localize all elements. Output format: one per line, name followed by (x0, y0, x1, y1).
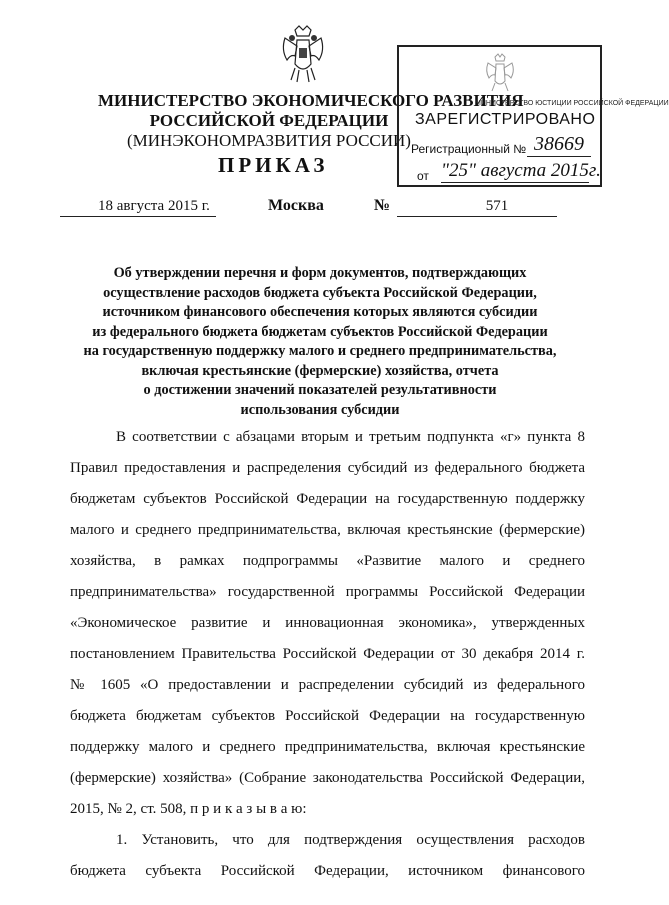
order-city: Москва (268, 197, 324, 214)
title-line: источником финансового обеспечения которых являются субсидии (102, 304, 538, 320)
body-line: предпринимательства» государственной программы Российской Федерации (70, 584, 585, 600)
body-line: хозяйства, в рамках подпрограммы «Развитие малого и среднего (70, 553, 585, 569)
title-line: на государственную поддержку малого и среднего предпринимательства, (83, 343, 557, 359)
body-line: «Экономическое развитие и инновационная экономика», утвержденных (70, 615, 585, 631)
ministry-abbreviation: (МИНЭКОНОМРАЗВИТИЯ РОССИИ) (127, 131, 411, 150)
stamp-regno-value: 38669 (527, 133, 591, 157)
body-line: малого и среднего предпринимательства, включая крестьянские (фермерские) (70, 522, 585, 538)
stamp-date-label: от (417, 169, 429, 183)
body-line: бюджета бюджетам субъектов Российской Федерации на государственную (70, 708, 585, 724)
coat-of-arms-icon (277, 24, 329, 86)
title-line: из федерального бюджета бюджетам субъектов Российской Федерации (92, 323, 548, 340)
body-line: (фермерские) хозяйства» (Собрание законодательства Российской Федерации, (70, 770, 585, 786)
body-line: Правил предоставления и распределения субсидий из федерального бюджета (70, 460, 585, 476)
stamp-emblem-icon (483, 53, 517, 95)
document-title (70, 264, 570, 420)
registration-stamp (397, 45, 669, 187)
stamp-date-value: "25" августа 2015г. (441, 160, 601, 181)
body-line: бюджета субъекта Российской Федерации, источником финансового (70, 863, 585, 879)
order-number-label: № (374, 197, 391, 214)
title-line: Об утверждении перечня и форм документов, подтверждающих (113, 265, 527, 281)
body-line: постановлением Правительства Российской Федерации от 30 декабря 2014 г. (70, 646, 585, 662)
body-line: 1. Установить, что для подтверждения осуществления расходов (116, 832, 585, 848)
order-date: 18 августа 2015 г. (60, 196, 216, 217)
body-line: № 1605 «О предоставлении и распределении субсидий из федерального (70, 677, 585, 693)
body-line: В соответствии с абзацами вторым и третьим подпункта «г» пункта 8 (116, 429, 585, 445)
stamp-ministry-name: МИНИСТЕРСТВО ЮСТИЦИИ РОССИЙСКОЙ ФЕДЕРАЦИИ (475, 100, 669, 107)
stamp-registered-label: ЗАРЕГИСТРИРОВАНО (415, 111, 596, 128)
stamp-regno-label: Регистрационный № (411, 142, 527, 156)
ministry-name-line2: РОССИЙСКОЙ ФЕДЕРАЦИИ (149, 111, 389, 130)
order-title: ПРИКАЗ (218, 153, 329, 177)
title-line: о достижении значений показателей результативности (143, 382, 497, 398)
order-number: 571 (397, 196, 557, 217)
title-line: использования субсидии (240, 401, 400, 418)
ministry-name-line1: МИНИСТЕРСТВО ЭКОНОМИЧЕСКОГО РАЗВИТИЯ (98, 91, 524, 110)
body-line: поддержку малого и среднего предпринимательства, включая крестьянские (70, 739, 585, 755)
title-line: включая крестьянские (фермерские) хозяйства, отчета (141, 362, 499, 379)
body-line: бюджетам субъектов Российской Федерации на государственную поддержку (70, 491, 585, 507)
title-line: осуществление расходов бюджета субъекта Российской Федерации, (103, 284, 537, 301)
body-line: 2015, № 2, ст. 508, п р и к а з ы в а ю: (70, 801, 307, 817)
